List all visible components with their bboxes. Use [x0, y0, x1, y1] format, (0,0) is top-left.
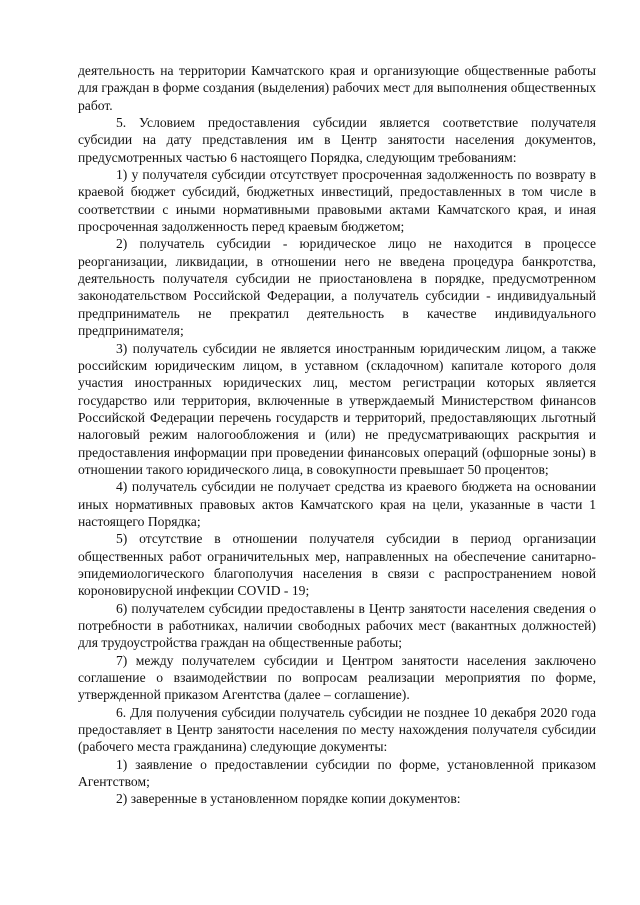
paragraph-item-7: 7) между получателем субсидии и Центром занятости населения заключено соглашение о взаимодействии по вопросам реализации мероприятия по форме, утвержденной приказом Агентства (далее – соглашение).	[78, 652, 596, 703]
paragraph-item-2: 2) получатель субсидии - юридическое лицо не находится в процессе реорганизации, ликвидации, в отношении него не введена процедура банкротства, деятельность получателя субсидии не приостановлена в порядке, предусмотренном законодательством Российской Федерации, а получатель субсидии - индивидуальный предприниматель не прекратил деятельность в качестве индивидуального предпринимателя;	[78, 236, 596, 339]
paragraph-section-5: 5. Условием предоставления субсидии является соответствие получателя субсидии на дату представления им в Центр занятости населения документов, предусмотренных частью 6 настоящего Порядка, следующим требованиям:	[78, 115, 596, 165]
document-page	[78, 62, 596, 808]
paragraph-doc-item-1: 1) заявление о предоставлении субсидии по форме, установленной приказом Агентством;	[78, 756, 596, 790]
paragraph-item-1: 1) у получателя субсидии отсутствует просроченная задолженность по возврату в краевой бюджет субсидий, бюджетных инвестиций, предоставленных в том числе в соответствии с иными нормативными правовыми актами Камчатского края, и иная просроченная задолженность перед краевым бюджетом;	[78, 167, 596, 235]
paragraph-item-4: 4) получатель субсидии не получает средства из краевого бюджета на основании иных нормативных правовых актов Камчатского края на цели, указанные в части 1 настоящего Порядка;	[78, 479, 596, 529]
paragraph-item-6: 6) получателем субсидии предоставлены в Центр занятости населения сведения о потребности в работниках, наличии свободных рабочих мест (вакантных должностей) для трудоустройства граждан на общественные работы;	[78, 600, 596, 651]
paragraph-continuation: деятельность на территории Камчатского края и организующие общественные работы для граждан в форме создания (выделения) рабочих мест для выполнения общественных работ.	[78, 63, 596, 113]
paragraph-doc-item-2: 2) заверенные в установленном порядке копии документов:	[116, 791, 461, 807]
paragraph-item-5: 5) отсутствие в отношении получателя субсидии в период организации общественных работ ограничительных мер, направленных на обеспечение санитарно-эпидемиологического благополучия населения в связи с распространением новой короновирусной инфекции COVID - 19;	[78, 531, 596, 599]
paragraph-section-6: 6. Для получения субсидии получатель субсидии не позднее 10 декабря 2020 года предоставляет в Центр занятости населения по месту нахождения получателя субсидии (рабочего места гражданина) следующие документы:	[78, 704, 596, 755]
paragraph-item-3: 3) получатель субсидии не является иностранным юридическим лицом, а также российским юридическим лицом, в уставном (складочном) капитале которого доля участия иностранных юридических лиц, местом регистрации которых является государство или территория, включенные в утверждаемый Министерством финансов Российской Федерации перечень государств и территорий, предоставляющих льготный налоговый режим налогообложения и (или) не предусматривающих раскрытия и предоставления информации при проведении финансовых операций (офшорные зоны) в отношении такого юридического лица, в совокупности превышает 50 процентов;	[78, 340, 596, 477]
